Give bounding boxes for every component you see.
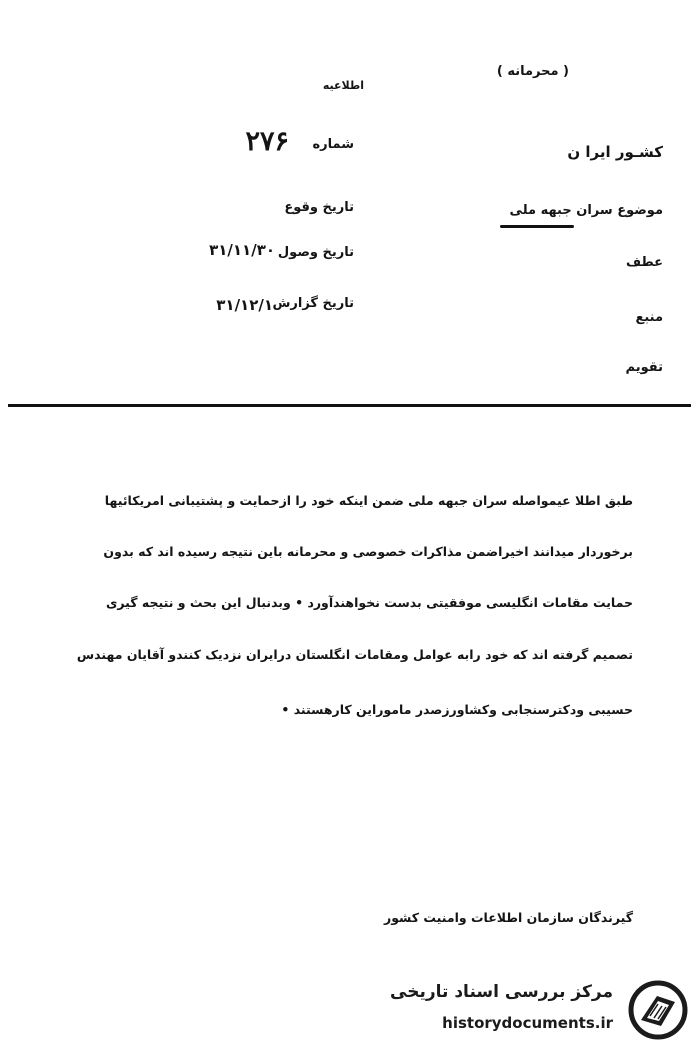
document-number: ۲۷۶ [245, 126, 289, 157]
source-label: منبع [635, 310, 663, 325]
body-line: حسیبی ودکترسنجابی وکشاورزصدر ماموراین کارهستند • [281, 702, 633, 717]
recipients-line: گیرندگان سازمان اطلاعات وامنیت کشور [384, 910, 633, 925]
body-line: تصمیم گرفته اند که خود رابه عوامل ومقامات انگلستان درایران نزدیک کنندو آقایان مهندس [76, 647, 633, 662]
received-date-value: ۳۱/۱۱/۳۰ [209, 241, 275, 259]
event-date-label: تاریخ وقوع [284, 200, 354, 215]
body-line: طبق اطلا عیمواصله سران جبهه ملی ضمن اینکه خود را ازحمایت و پشتیبانی امریکائیها [104, 493, 633, 508]
number-label: شماره [312, 137, 354, 152]
body-line: حمایت مقامات انگلیسی موفقیتی بدست نخواهندآورد • وبدنبال این بحث و نتیجه گیری [105, 595, 633, 610]
country-field: کشـور ایرا ن [567, 143, 663, 161]
header-divider [8, 404, 691, 407]
body-line: برخوردار میدانند اخیراضمن مذاکرات خصوصی و محرمانه باین نتیجه رسیده اند که بدون [103, 544, 633, 559]
classification-label: ( محرمانه ) [496, 64, 569, 79]
watermark-url: historydocuments.ir [442, 1014, 613, 1032]
document-type: اطلاعیه [322, 79, 364, 92]
subject-field: موضوع سران جبهه ملی [509, 203, 663, 218]
report-date-label: تاریخ گزارش [272, 296, 354, 311]
report-date-value: ۳۱/۱۲/۱ [216, 296, 273, 314]
subject-underline [500, 225, 574, 228]
reference-label: عطف [625, 255, 663, 270]
book-logo-icon [627, 980, 689, 1040]
watermark-org-name: مرکز بررسی اسناد تاریخی [390, 982, 613, 1002]
evaluation-label: تقویم [625, 360, 663, 375]
watermark [390, 980, 689, 1040]
received-date-label: تاریخ وصول [277, 245, 354, 260]
